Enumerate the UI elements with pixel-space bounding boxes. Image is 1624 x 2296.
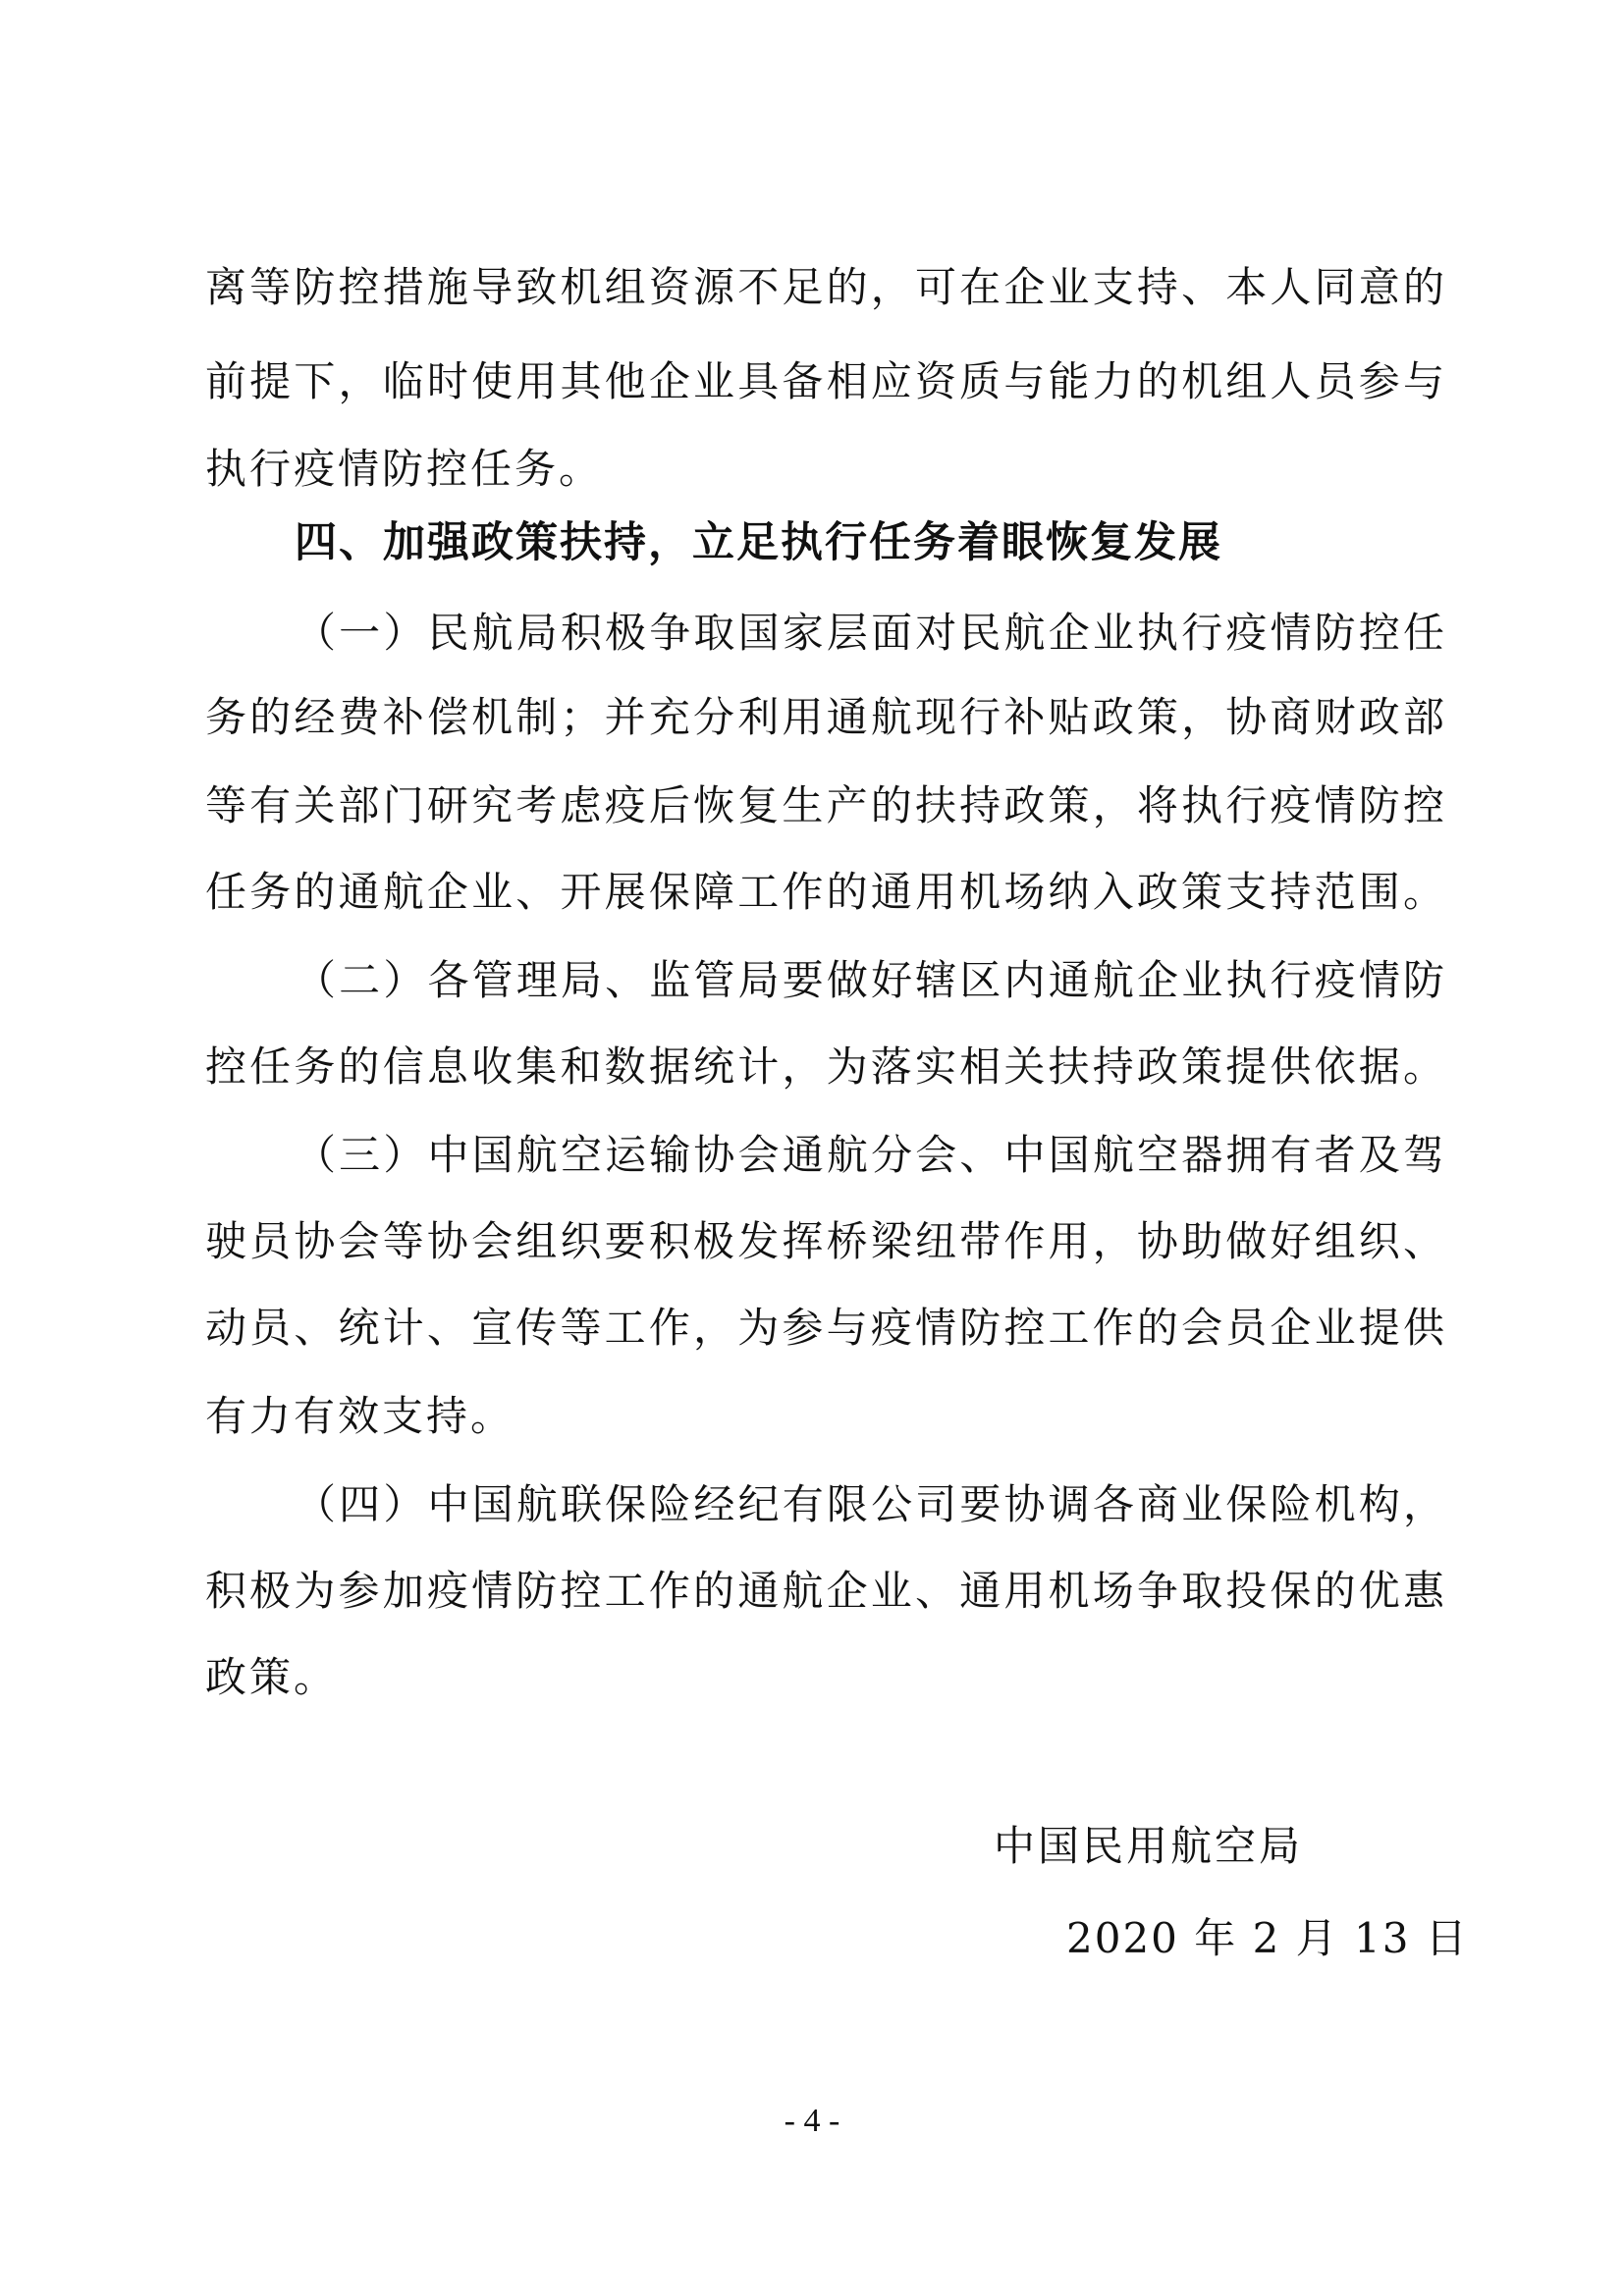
body-text-line: 务的经费补偿机制；并充分利用通航现行补贴政策，协商财政部 [205, 693, 1444, 741]
issue-date: 2020 年 2 月 13 日 [1066, 1914, 1469, 1962]
body-text-line: 任务的通航企业、开展保障工作的通用机场纳入政策支持范围。 [205, 868, 1444, 916]
issuer-signature: 中国民用航空局 [994, 1822, 1304, 1870]
body-text-line: 政策。 [205, 1653, 339, 1701]
body-text-line: （四）中国航联保险经纪有限公司要协调各商业保险机构， [295, 1480, 1444, 1528]
body-text-line: 驶员协会等协会组织要积极发挥桥梁纽带作用，协助做好组织、 [205, 1217, 1444, 1265]
body-text-line: 动员、统计、宣传等工作，为参与疫情防控工作的会员企业提供 [205, 1304, 1444, 1352]
body-text-line: 离等防控措施导致机组资源不足的，可在企业支持、本人同意的 [205, 263, 1444, 311]
body-text-line: （二）各管理局、监管局要做好辖区内通航企业执行疫情防 [295, 956, 1444, 1004]
section-heading: 四、加强政策扶持，立足执行任务着眼恢复发展 [295, 518, 1222, 567]
body-text-line: （一）民航局积极争取国家层面对民航企业执行疫情防控任 [295, 609, 1444, 657]
body-text-line: 前提下，临时使用其他企业具备相应资质与能力的机组人员参与 [205, 357, 1444, 405]
body-text-line: 等有关部门研究考虑疫后恢复生产的扶持政策，将执行疫情防控 [205, 781, 1444, 829]
body-text-line: （三）中国航空运输协会通航分会、中国航空器拥有者及驾 [295, 1131, 1444, 1179]
body-text-line: 积极为参加疫情防控工作的通航企业、通用机场争取投保的优惠 [205, 1567, 1444, 1615]
page-number: - 4 - [784, 2103, 840, 2139]
body-text-line: 有力有效支持。 [205, 1392, 515, 1440]
body-text-line: 执行疫情防控任务。 [205, 445, 604, 493]
body-text-line: 控任务的信息收集和数据统计，为落实相关扶持政策提供依据。 [205, 1042, 1444, 1091]
